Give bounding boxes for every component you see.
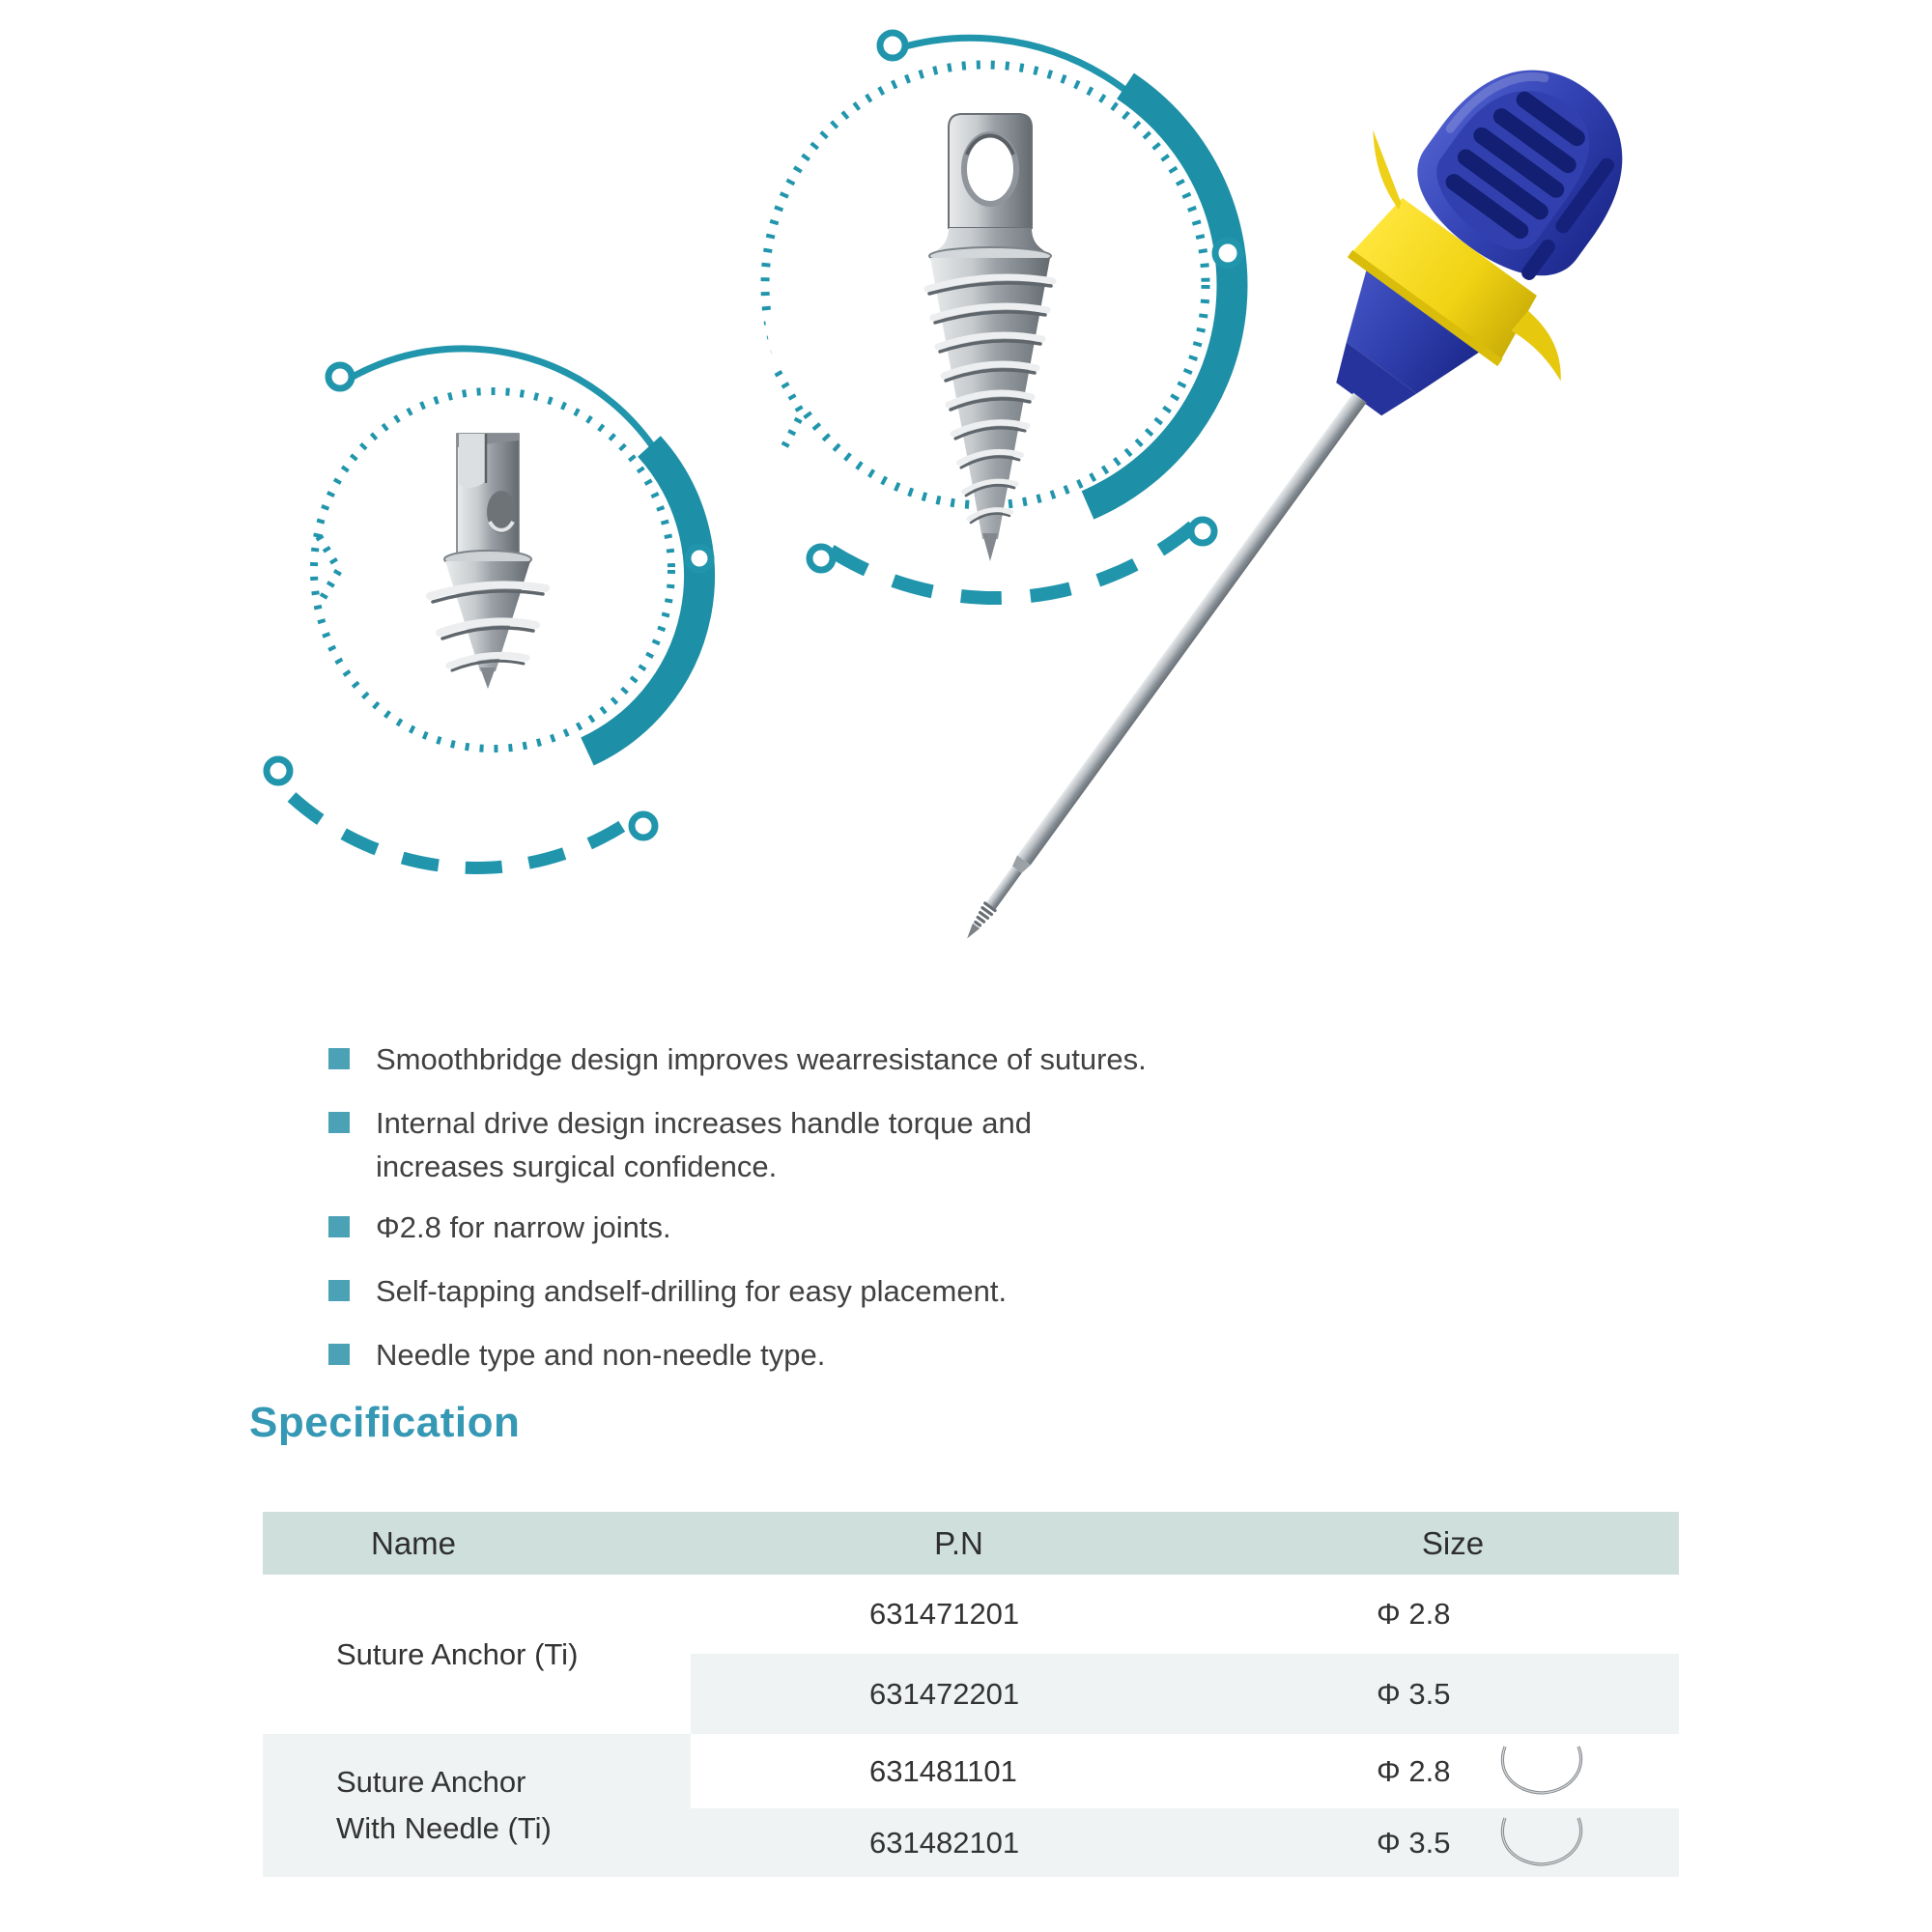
- ring-node-icon: [632, 814, 655, 838]
- tool-shaft: [960, 393, 1367, 944]
- size-cell: [1227, 1808, 1679, 1877]
- part-number-cell: 631472201: [691, 1654, 1227, 1734]
- feature-text: Needle type and non-needle type.: [376, 1338, 826, 1372]
- specification-heading: Specification: [249, 1399, 521, 1446]
- specification-table: [263, 1512, 1679, 1877]
- feature-text: Internal drive design increases handle torque and increases surgical confidence.: [376, 1106, 1033, 1183]
- size-value: Φ 3.5: [1377, 1676, 1451, 1711]
- suture-anchor-implant: [430, 434, 546, 689]
- part-number-cell: 631471201: [691, 1575, 1227, 1654]
- size-value: Φ 3.5: [1377, 1825, 1451, 1860]
- feature-item: [328, 1037, 1236, 1081]
- part-number-cell: 631481101: [691, 1734, 1227, 1808]
- column-header-pn: P.N: [691, 1512, 1227, 1575]
- part-number-cell: 631482101: [691, 1808, 1227, 1877]
- product-name: Suture Anchor (Ti): [336, 1636, 579, 1671]
- column-header-size: Size: [1227, 1512, 1679, 1575]
- square-bullet-icon: [328, 1112, 350, 1133]
- square-bullet-icon: [328, 1344, 350, 1365]
- product-name-line: Suture Anchor: [336, 1765, 526, 1799]
- suture-needle-icon: [1497, 1815, 1586, 1871]
- feature-text: Φ2.8 for narrow joints.: [376, 1210, 671, 1244]
- feature-text: Smoothbridge design improves wearresistance of sutures.: [376, 1042, 1147, 1076]
- square-bullet-icon: [328, 1216, 350, 1237]
- size-value: Φ 2.8: [1377, 1597, 1451, 1631]
- product-name-line: With Needle (Ti): [336, 1811, 552, 1845]
- ring-node-icon: [267, 759, 290, 782]
- ring-node-icon: [810, 547, 833, 570]
- product-name-cell: [263, 1575, 691, 1734]
- feature-item: [328, 1269, 1236, 1313]
- size-cell: [1227, 1734, 1679, 1808]
- inserter-tool-illustration: [908, 29, 1758, 1053]
- size-cell: [1227, 1575, 1679, 1654]
- product-name-cell: [263, 1734, 691, 1877]
- square-bullet-icon: [328, 1280, 350, 1301]
- size-cell: [1227, 1654, 1679, 1734]
- feature-text: Self-tapping andself-drilling for easy placement.: [376, 1274, 1008, 1308]
- square-bullet-icon: [328, 1048, 350, 1069]
- ring-node-icon: [328, 365, 352, 388]
- column-header-name: Name: [263, 1512, 691, 1575]
- suture-needle-icon: [1497, 1744, 1586, 1800]
- ring-node-icon: [880, 33, 905, 58]
- feature-item: [328, 1101, 1135, 1188]
- feature-list: [328, 1037, 1236, 1397]
- tool-threaded-tip: [961, 901, 998, 943]
- size-value: Φ 2.8: [1377, 1753, 1451, 1788]
- feature-item: [328, 1333, 1236, 1377]
- feature-item: [328, 1206, 1236, 1249]
